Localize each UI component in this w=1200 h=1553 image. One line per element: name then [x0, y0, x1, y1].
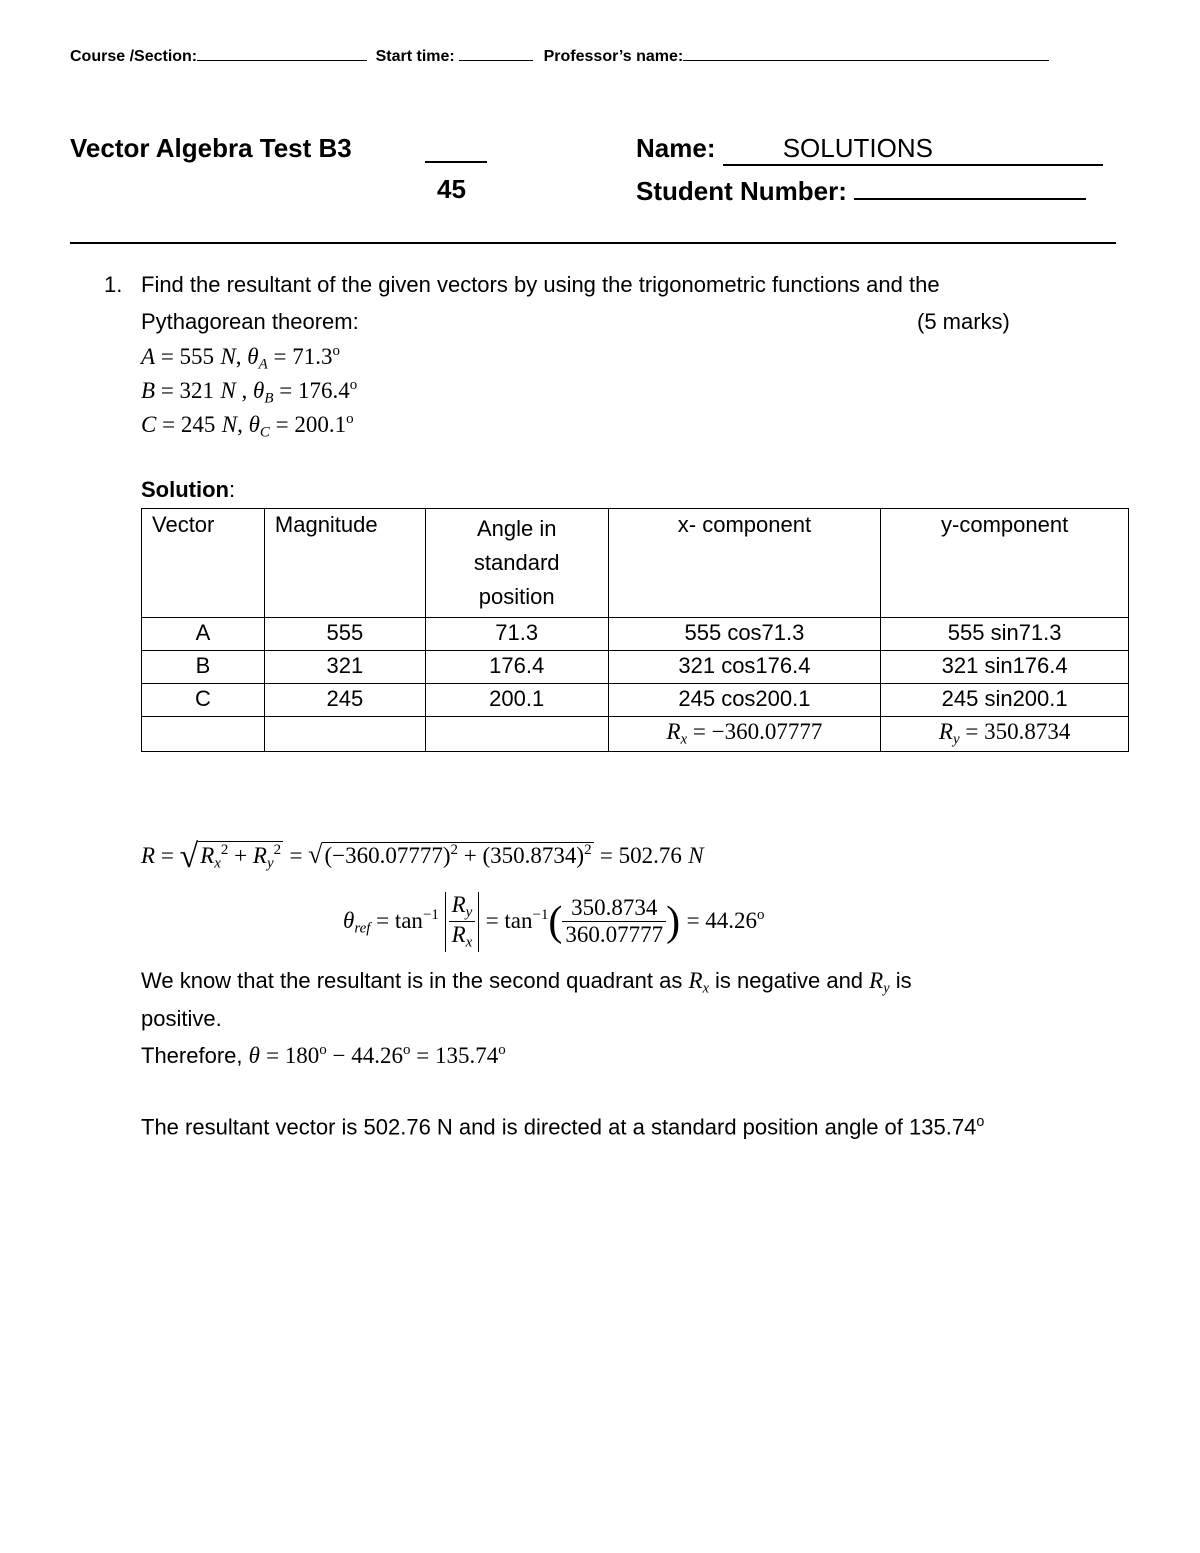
name-field[interactable]	[723, 133, 1103, 166]
rx-total: $R_x = -360.07777$	[608, 717, 881, 751]
table-row: B 321 176.4 321 cos176.4 321 sin176.4	[142, 651, 1129, 684]
question-text-line1: Find the resultant of the given vectors by using the trigonometric functions and the	[141, 272, 940, 297]
name-label: Name:	[636, 133, 716, 163]
professor-label: Professor’s name:	[543, 48, 684, 65]
course-blank[interactable]	[197, 46, 367, 61]
header-line	[70, 46, 1049, 66]
course-label: Course /Section:	[70, 48, 198, 65]
reference-angle-equation: $\theta_{ref} = \tan^{-1}$ $\frac{R_y}{R_x}$ = $\tan^{-1}$( $\frac{350.8734}{360.07777}$ ) = $44.26^o$	[343, 892, 765, 951]
table-header-row	[142, 509, 1129, 618]
name-value: SOLUTIONS	[782, 133, 933, 163]
header-vector: Vector	[142, 509, 265, 618]
header-magnitude: Magnitude	[264, 509, 425, 618]
vector-c-given: C = 245 N, $\theta_C = 200.1^o$	[141, 411, 354, 441]
quadrant-explanation: We know that the resultant is in the second quadrant as $R_x$ is negative and $R_y$ is	[141, 968, 912, 997]
conclusion: The resultant vector is 502.76 N and is directed at a standard position angle of 135.74$^o$	[141, 1114, 985, 1140]
divider	[70, 242, 1116, 244]
professor-blank[interactable]	[683, 46, 1049, 61]
solution-table	[141, 508, 1129, 752]
header-angle: Angle in standard position	[425, 509, 608, 618]
header-x-component: x- component	[608, 509, 881, 618]
test-title: Vector Algebra Test B3	[70, 133, 352, 163]
magnitude-equation: $R = √R_x^2 + R_y^2 = √(-360.07777)^2 + (350.8734)^2 = 502.76$ N	[141, 838, 704, 875]
question-text-line2: Pythagorean theorem:	[141, 309, 359, 334]
quadrant-explanation-cont: positive.	[141, 1006, 222, 1031]
name-row	[636, 133, 1103, 166]
therefore-line: Therefore, $\theta = 180^o - 44.26^o = 135.74^o$	[141, 1042, 506, 1068]
student-number-field[interactable]	[854, 174, 1086, 200]
start-time-blank[interactable]	[459, 46, 533, 61]
student-number-row	[636, 174, 1086, 207]
table-row: A 555 71.3 555 cos71.3 555 sin71.3	[142, 618, 1129, 651]
solution-label: Solution:	[141, 477, 236, 502]
table-totals-row	[142, 717, 1129, 751]
vector-b-given: B = 321 N , $\theta_B = 176.4^o$	[141, 377, 358, 407]
student-number-label: Student Number:	[636, 176, 847, 206]
start-time-label: Start time:	[375, 48, 455, 65]
header-y-component: y-component	[881, 509, 1129, 618]
question-number: 1.	[104, 272, 123, 297]
table-row: C 245 200.1 245 cos200.1 245 sin200.1	[142, 684, 1129, 717]
ry-total: $R_y = 350.8734$	[881, 717, 1129, 751]
score-blank[interactable]	[425, 133, 487, 163]
total-marks: 45	[437, 174, 466, 204]
question-marks: (5 marks)	[917, 309, 1010, 334]
vector-a-given: A = 555 N, $\theta_A = 71.3^o$	[141, 343, 340, 373]
